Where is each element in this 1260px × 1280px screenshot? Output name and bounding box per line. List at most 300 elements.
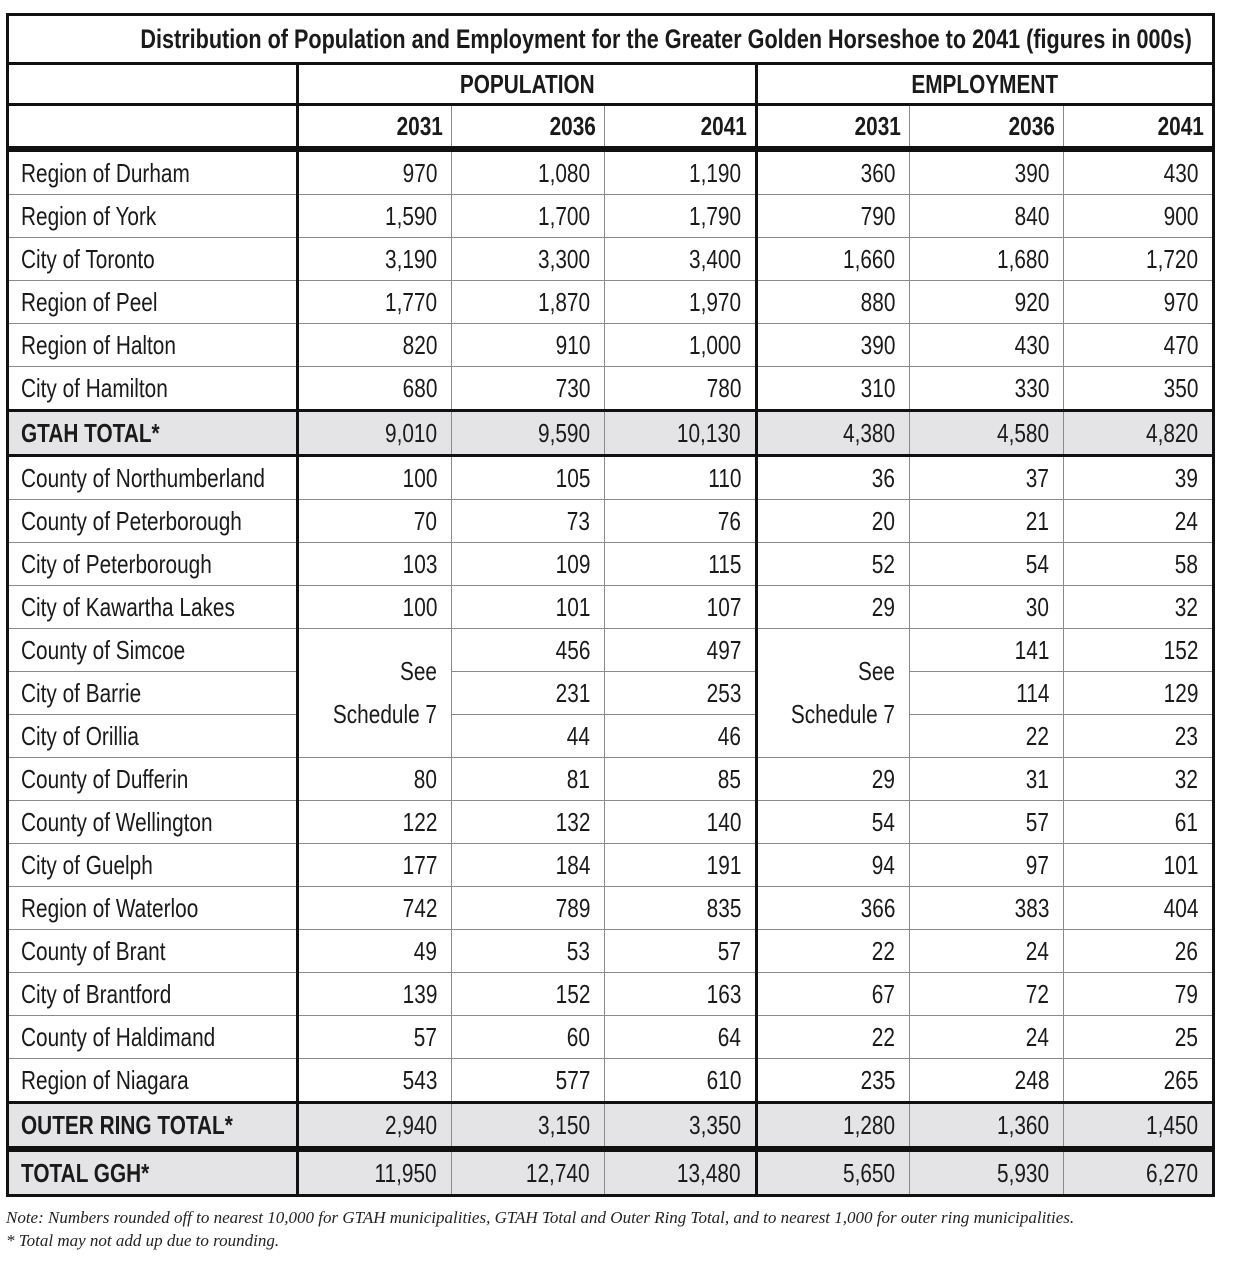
value-cell-text: 231 (555, 677, 590, 708)
row-label-text: County of Simcoe (21, 634, 186, 665)
row-label (8, 367, 298, 411)
value-cell (452, 238, 605, 281)
value-cell (757, 1149, 910, 1196)
value-cell (1064, 887, 1214, 930)
value-cell (298, 281, 452, 324)
row-label-text: City of Toronto (21, 243, 155, 274)
value-cell-text: 1,590 (384, 200, 437, 231)
year-header (1064, 105, 1214, 150)
value-cell-text: 1,660 (842, 243, 895, 274)
value-cell (1064, 1103, 1214, 1150)
row-label-text: County of Wellington (21, 806, 213, 837)
value-cell-text: 20 (871, 505, 895, 536)
value-cell-text: 383 (1014, 892, 1049, 923)
value-cell (910, 930, 1064, 973)
value-cell (605, 801, 757, 844)
value-cell (605, 1103, 757, 1150)
value-cell-text: 2,940 (384, 1109, 437, 1140)
value-cell (1064, 758, 1214, 801)
value-cell-text: 103 (402, 548, 437, 579)
value-cell (757, 844, 910, 887)
value-cell (1064, 1059, 1214, 1103)
value-cell-text: 350 (1163, 372, 1198, 403)
row-label (8, 629, 298, 672)
value-cell-text: 10,130 (677, 417, 741, 448)
value-cell-text: 29 (871, 591, 895, 622)
note-total-rounding: * Total may not add up due to rounding. (6, 1231, 280, 1250)
value-cell-text: 44 (566, 720, 590, 751)
value-cell-text: 497 (706, 634, 741, 665)
row-label-text: Region of Peel (21, 286, 158, 317)
value-cell-text: 58 (1174, 548, 1198, 579)
table-body (8, 149, 1214, 1196)
value-cell-text: 880 (860, 286, 895, 317)
value-cell-text: 79 (1174, 978, 1198, 1009)
table-row (8, 715, 1214, 758)
value-cell-text: 680 (402, 372, 437, 403)
value-cell-text: 132 (555, 806, 590, 837)
value-cell (452, 930, 605, 973)
table-row (8, 758, 1214, 801)
value-cell (757, 543, 910, 586)
value-cell (605, 149, 757, 195)
value-cell (605, 758, 757, 801)
value-cell (910, 672, 1064, 715)
value-cell-text: 32 (1174, 763, 1198, 794)
row-label (8, 149, 298, 195)
value-cell-text: 31 (1025, 763, 1049, 794)
year-label: 2036 (1008, 110, 1055, 141)
value-cell-text: 248 (1014, 1064, 1049, 1095)
value-cell (298, 1016, 452, 1059)
value-cell (757, 973, 910, 1016)
row-label (8, 801, 298, 844)
value-cell-text: 24 (1025, 1021, 1049, 1052)
value-cell-text: 37 (1025, 462, 1049, 493)
value-cell-text: 840 (1014, 200, 1049, 231)
value-cell-text: 430 (1014, 329, 1049, 360)
value-cell-text: 60 (566, 1021, 590, 1052)
value-cell (452, 1103, 605, 1150)
value-cell (298, 238, 452, 281)
value-cell-text: 900 (1163, 200, 1198, 231)
value-cell (605, 500, 757, 543)
row-label-text: County of Dufferin (21, 763, 189, 794)
see-schedule-line2: Schedule 7 (332, 699, 437, 729)
value-cell (757, 801, 910, 844)
table-row (8, 1059, 1214, 1103)
value-cell (452, 543, 605, 586)
value-cell (452, 1016, 605, 1059)
row-label (8, 456, 298, 500)
value-cell (910, 758, 1064, 801)
value-cell (1064, 456, 1214, 500)
value-cell (452, 367, 605, 411)
row-label (8, 715, 298, 758)
value-cell (757, 930, 910, 973)
ggh-total-row (8, 1149, 1214, 1196)
value-cell-text: 191 (706, 849, 741, 880)
value-cell (1064, 672, 1214, 715)
table-row (8, 887, 1214, 930)
value-cell (298, 500, 452, 543)
row-label (8, 1103, 298, 1150)
value-cell-text: 177 (402, 849, 437, 880)
value-cell-text: 97 (1025, 849, 1049, 880)
value-cell (605, 844, 757, 887)
value-cell-text: 910 (555, 329, 590, 360)
value-cell (605, 324, 757, 367)
value-cell-text: 470 (1163, 329, 1198, 360)
value-cell-text: 12,740 (526, 1157, 590, 1188)
value-cell (298, 844, 452, 887)
gtah-total-row (8, 411, 1214, 456)
value-cell-text: 366 (860, 892, 895, 923)
value-cell (757, 195, 910, 238)
value-cell-text: 780 (706, 372, 741, 403)
value-cell (910, 411, 1064, 456)
see-schedule-line1: See (857, 656, 895, 686)
value-cell (605, 543, 757, 586)
row-label-text: Region of York (21, 200, 157, 231)
value-cell-text: 105 (555, 462, 590, 493)
value-cell-text: 24 (1025, 935, 1049, 966)
value-cell-text: 21 (1025, 505, 1049, 536)
value-cell-text: 430 (1163, 157, 1198, 188)
year-header-blank (8, 105, 298, 150)
value-cell (757, 324, 910, 367)
table-row (8, 195, 1214, 238)
value-cell-text: 6,270 (1145, 1157, 1198, 1188)
value-cell-text: 543 (402, 1064, 437, 1095)
value-cell-text: 1,000 (688, 329, 741, 360)
row-label-text: City of Kawartha Lakes (21, 591, 235, 622)
value-cell-text: 3,300 (537, 243, 590, 274)
value-cell-text: 64 (717, 1021, 741, 1052)
value-cell (605, 1059, 757, 1103)
row-label (8, 586, 298, 629)
row-label (8, 887, 298, 930)
value-cell (452, 672, 605, 715)
table-row (8, 281, 1214, 324)
value-cell-text: 122 (402, 806, 437, 837)
row-label (8, 1016, 298, 1059)
population-employment-table (6, 13, 1215, 1197)
value-cell (298, 543, 452, 586)
value-cell (757, 456, 910, 500)
value-cell-text: 9,010 (384, 417, 437, 448)
value-cell-text: 29 (871, 763, 895, 794)
value-cell-text: 4,580 (996, 417, 1049, 448)
value-cell (1064, 367, 1214, 411)
value-cell-text: 70 (413, 505, 437, 536)
row-label (8, 930, 298, 973)
value-cell (605, 629, 757, 672)
value-cell-text: 101 (1163, 849, 1198, 880)
value-cell (910, 324, 1064, 367)
value-cell-text: 80 (413, 763, 437, 794)
row-label-text: TOTAL GGH* (21, 1157, 150, 1188)
value-cell-text: 22 (1025, 720, 1049, 751)
value-cell (452, 149, 605, 195)
table-title (8, 15, 1214, 64)
value-cell (1064, 149, 1214, 195)
outer-ring-total-row (8, 1103, 1214, 1150)
value-cell-text: 32 (1174, 591, 1198, 622)
table-row (8, 672, 1214, 715)
value-cell-text: 1,360 (996, 1109, 1049, 1140)
table-row (8, 586, 1214, 629)
value-cell-text: 53 (566, 935, 590, 966)
group-header-employment-text: EMPLOYMENT (911, 68, 1059, 99)
value-cell (605, 456, 757, 500)
value-cell (910, 500, 1064, 543)
year-header-row (8, 105, 1214, 150)
value-cell (452, 1149, 605, 1196)
note-rounding: Note: Numbers rounded off to nearest 10,000 for GTAH municipalities, GTAH Total and Outer Ring Total, and to nearest 1,000 for outer ring municipalities. (6, 1208, 1075, 1227)
value-cell (910, 195, 1064, 238)
value-cell (298, 1149, 452, 1196)
value-cell-text: 1,790 (688, 200, 741, 231)
table-row (8, 367, 1214, 411)
value-cell (910, 1149, 1064, 1196)
value-cell (298, 930, 452, 973)
value-cell (757, 500, 910, 543)
value-cell (757, 411, 910, 456)
value-cell-text: 456 (555, 634, 590, 665)
value-cell-text: 54 (1025, 548, 1049, 579)
value-cell (1064, 973, 1214, 1016)
row-label-text: OUTER RING TOTAL* (21, 1109, 233, 1140)
value-cell-text: 107 (706, 591, 741, 622)
table-row (8, 456, 1214, 500)
row-label-text: City of Barrie (21, 677, 142, 708)
value-cell-text: 1,870 (537, 286, 590, 317)
year-header (757, 105, 910, 150)
row-label (8, 324, 298, 367)
value-cell-text: 67 (871, 978, 895, 1009)
table-title-row (8, 15, 1214, 64)
value-cell-text: 1,720 (1145, 243, 1198, 274)
row-label (8, 411, 298, 456)
row-label-text: Region of Niagara (21, 1064, 189, 1095)
group-header-blank (8, 64, 298, 105)
value-cell (757, 238, 910, 281)
value-cell-text: 114 (1015, 677, 1049, 708)
table-row (8, 930, 1214, 973)
value-cell-text: 3,190 (384, 243, 437, 274)
year-header (910, 105, 1064, 150)
table-row (8, 844, 1214, 887)
value-cell (757, 367, 910, 411)
value-cell-text: 360 (860, 157, 895, 188)
value-cell (1064, 281, 1214, 324)
table-row (8, 500, 1214, 543)
value-cell-text: 390 (860, 329, 895, 360)
value-cell (1064, 1149, 1214, 1196)
value-cell (605, 238, 757, 281)
row-label-text: County of Haldimand (21, 1021, 216, 1052)
value-cell-text: 100 (402, 462, 437, 493)
value-cell-text: 184 (555, 849, 590, 880)
value-cell (910, 149, 1064, 195)
value-cell (1064, 500, 1214, 543)
value-cell (298, 195, 452, 238)
value-cell-text: 404 (1163, 892, 1198, 923)
value-cell-text: 820 (402, 329, 437, 360)
value-cell-text: 13,480 (677, 1157, 741, 1188)
value-cell-text: 139 (402, 978, 437, 1009)
row-label-text: GTAH TOTAL* (21, 417, 160, 448)
value-cell (605, 586, 757, 629)
value-cell (605, 1149, 757, 1196)
value-cell (1064, 715, 1214, 758)
value-cell (605, 672, 757, 715)
value-cell-text: 610 (706, 1064, 741, 1095)
value-cell (452, 801, 605, 844)
value-cell-text: 81 (566, 763, 590, 794)
value-cell-text: 3,150 (537, 1109, 590, 1140)
row-label-text: Region of Halton (21, 329, 176, 360)
row-label-text: City of Hamilton (21, 372, 168, 403)
see-schedule-merged-cell (757, 629, 910, 758)
value-cell (298, 973, 452, 1016)
row-label (8, 281, 298, 324)
value-cell-text: 49 (413, 935, 437, 966)
row-label (8, 500, 298, 543)
value-cell (1064, 195, 1214, 238)
value-cell (757, 149, 910, 195)
year-label: 2041 (700, 110, 747, 141)
value-cell (452, 844, 605, 887)
value-cell-text: 265 (1163, 1064, 1198, 1095)
value-cell-text: 835 (706, 892, 741, 923)
value-cell (298, 411, 452, 456)
year-label: 2031 (396, 110, 443, 141)
value-cell (452, 456, 605, 500)
value-cell (605, 281, 757, 324)
value-cell (452, 715, 605, 758)
value-cell (452, 973, 605, 1016)
value-cell-text: 109 (555, 548, 590, 579)
value-cell (910, 586, 1064, 629)
value-cell-text: 1,970 (688, 286, 741, 317)
value-cell (298, 149, 452, 195)
value-cell-text: 742 (402, 892, 437, 923)
value-cell (910, 1016, 1064, 1059)
row-label (8, 758, 298, 801)
value-cell-text: 85 (717, 763, 741, 794)
value-cell-text: 1,080 (537, 157, 590, 188)
value-cell-text: 152 (1163, 634, 1198, 665)
value-cell-text: 253 (706, 677, 741, 708)
value-cell (910, 887, 1064, 930)
value-cell-text: 577 (555, 1064, 590, 1095)
table-row (8, 543, 1214, 586)
value-cell-text: 310 (860, 372, 895, 403)
row-label (8, 1059, 298, 1103)
value-cell-text: 57 (413, 1021, 437, 1052)
value-cell (298, 887, 452, 930)
value-cell-text: 152 (555, 978, 590, 1009)
value-cell-text: 100 (402, 591, 437, 622)
value-cell-text: 110 (707, 462, 741, 493)
value-cell-text: 30 (1025, 591, 1049, 622)
table-row (8, 629, 1214, 672)
value-cell (452, 1059, 605, 1103)
table-notes (6, 1206, 1074, 1252)
value-cell (298, 758, 452, 801)
value-cell-text: 57 (1025, 806, 1049, 837)
table-row (8, 1016, 1214, 1059)
value-cell-text: 57 (717, 935, 741, 966)
value-cell (452, 758, 605, 801)
value-cell (1064, 629, 1214, 672)
value-cell-text: 3,400 (688, 243, 741, 274)
value-cell-text: 61 (1174, 806, 1198, 837)
value-cell-text: 4,380 (842, 417, 895, 448)
row-label (8, 238, 298, 281)
value-cell (452, 887, 605, 930)
value-cell-text: 129 (1163, 677, 1198, 708)
group-header-population-text: POPULATION (459, 68, 595, 99)
year-header (452, 105, 605, 150)
value-cell-text: 141 (1014, 634, 1049, 665)
value-cell (1064, 801, 1214, 844)
value-cell-text: 73 (566, 505, 590, 536)
year-label: 2041 (1157, 110, 1204, 141)
value-cell-text: 26 (1174, 935, 1198, 966)
value-cell (757, 586, 910, 629)
value-cell-text: 1,190 (688, 157, 741, 188)
value-cell (605, 195, 757, 238)
value-cell-text: 5,650 (842, 1157, 895, 1188)
row-label (8, 844, 298, 887)
value-cell (910, 844, 1064, 887)
value-cell-text: 730 (555, 372, 590, 403)
value-cell-text: 46 (717, 720, 741, 751)
value-cell-text: 3,350 (688, 1109, 741, 1140)
value-cell (1064, 411, 1214, 456)
row-label-text: City of Orillia (21, 720, 139, 751)
value-cell-text: 76 (717, 505, 741, 536)
year-label: 2031 (854, 110, 901, 141)
year-label: 2036 (549, 110, 596, 141)
value-cell (910, 456, 1064, 500)
value-cell (1064, 543, 1214, 586)
value-cell-text: 235 (860, 1064, 895, 1095)
value-cell (452, 411, 605, 456)
value-cell-text: 25 (1174, 1021, 1198, 1052)
value-cell (1064, 1016, 1214, 1059)
see-schedule-line2: Schedule 7 (790, 699, 895, 729)
value-cell-text: 23 (1174, 720, 1198, 751)
row-label-text: County of Northumberland (21, 462, 265, 493)
value-cell (757, 1103, 910, 1150)
value-cell (452, 281, 605, 324)
value-cell (910, 1059, 1064, 1103)
value-cell (605, 367, 757, 411)
value-cell (605, 1016, 757, 1059)
value-cell-text: 39 (1174, 462, 1198, 493)
value-cell (1064, 586, 1214, 629)
row-label-text: Region of Waterloo (21, 892, 199, 923)
value-cell (452, 586, 605, 629)
row-label-text: County of Peterborough (21, 505, 242, 536)
see-schedule-merged-cell (298, 629, 452, 758)
value-cell-text: 101 (555, 591, 590, 622)
table-row (8, 149, 1214, 195)
